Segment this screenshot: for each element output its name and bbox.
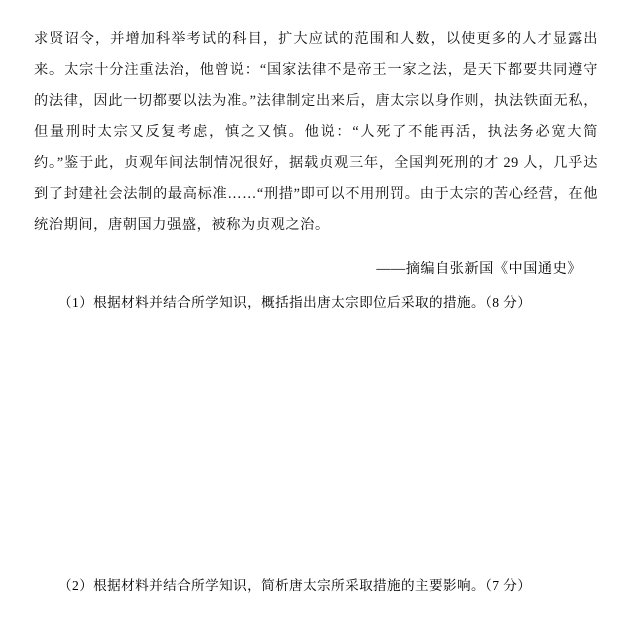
passage-paragraph: 求贤诏令，并增加科举考试的科目，扩大应试的范围和人数，以使更多的人才显露出来。太宗十分注重法治，他曾说：“国家法律不是帝王一家之法，是天下都要共同遵守的法律，因此一切都要以法为准。”法律制定出来后，唐太宗以身作则，执法铁面无私，但量刑时太宗又反复考虑，慎之又慎。他说：“人死了不能再活，执法务必宽大简约。”鉴于此，贞观年间法制情况很好，据载贞观三年，全国判死刑的才 29 人，几乎达到了封建社会法制的最高标准……“刑措”即可以不用刑罚。由于太宗的苦心经营，在他统治期间，唐朝国力强盛，被称为贞观之治。 [34, 31, 598, 233]
answer-space-1 [34, 317, 598, 507]
source-citation: ——摘编自张新国《中国通史》 [376, 261, 582, 277]
question-1: （1）根据材料并结合所学知识，概括指出唐太宗即位后采取的措施。（8 分） [58, 295, 532, 310]
passage-text [34, 24, 598, 241]
question-2: （2）根据材料并结合所学知识，简析唐太宗所采取措施的主要影响。（7 分） [58, 578, 532, 593]
